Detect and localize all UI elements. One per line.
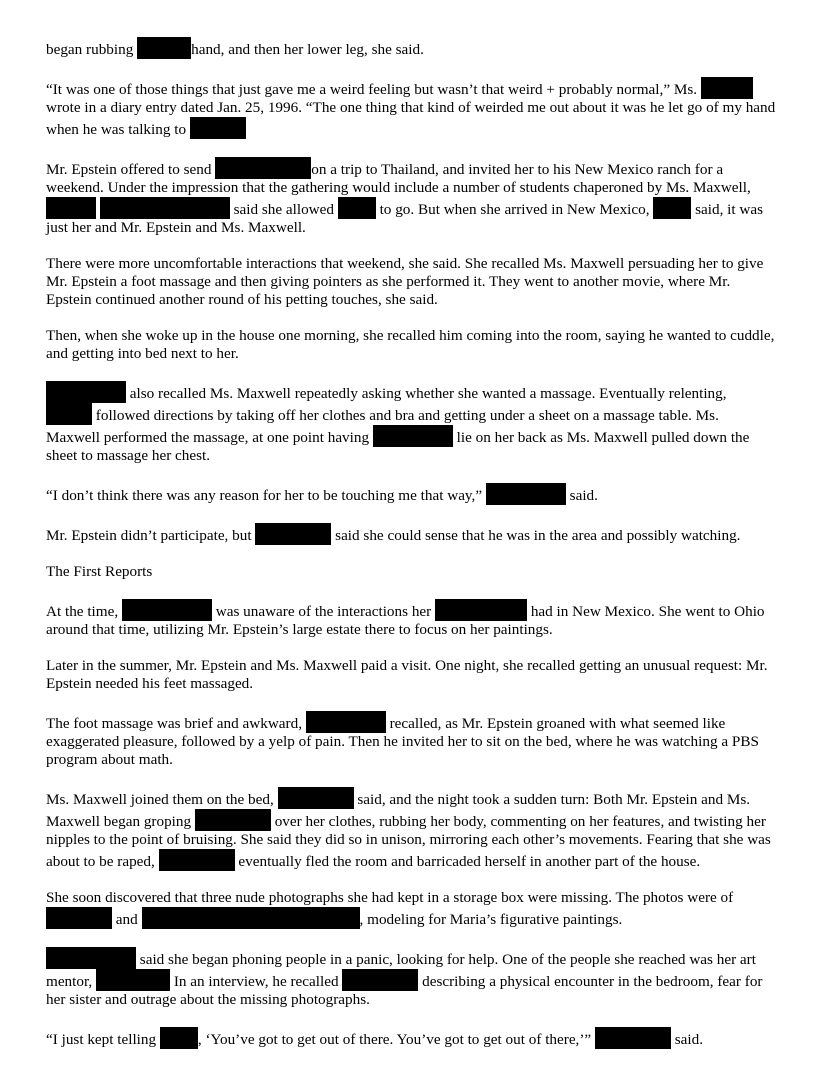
redaction-block	[278, 787, 354, 809]
section-heading	[46, 563, 776, 581]
redaction-block	[46, 197, 96, 219]
text-segment: , modeling for Maria’s figurative paintings.	[359, 911, 623, 928]
text-segment: She soon discovered that three nude photographs she had kept in a storage box were missing. The photos were of	[46, 889, 734, 906]
text-segment: The First Reports	[46, 563, 153, 580]
text-segment: said she began phoning people in a panic, looking for help. One of the people she reached was her art mentor,	[46, 951, 756, 990]
text-segment: In an interview, he recalled	[170, 973, 343, 990]
redaction-block	[190, 117, 246, 139]
redaction-block	[159, 849, 235, 871]
redaction-block	[160, 1027, 198, 1049]
text-segment: , ‘You’ve got to get out of there. You’ve got to get out of there,’”	[197, 1031, 595, 1048]
text-segment: recalled, as Mr. Epstein groaned with what seemed like exaggerated pleasure, followed by a yelp of pain. Then he invited her to sit on the bed, where he was watching a PBS program about math.	[46, 715, 759, 768]
redaction-block	[255, 523, 331, 545]
redaction-block	[46, 403, 92, 425]
text-segment: hand, and then her lower leg, she said.	[191, 41, 424, 58]
redaction-block	[137, 37, 191, 59]
text-segment: to go. But when she arrived in New Mexico,	[375, 201, 654, 218]
text-segment: The foot massage was brief and awkward,	[46, 715, 306, 732]
text-segment: was unaware of the interactions her	[211, 603, 436, 620]
text-segment: wrote in a diary entry dated Jan. 25, 1996. “The one thing that kind of weirded me out about it was he let go of my hand when he was talking to	[46, 99, 776, 138]
text-segment: At the time,	[46, 603, 122, 620]
document-page	[46, 37, 776, 1067]
text-segment: “I just kept telling	[46, 1031, 160, 1048]
text-segment: Mr. Epstein didn’t participate, but	[46, 527, 256, 544]
paragraph	[46, 599, 776, 639]
redaction-block	[195, 809, 271, 831]
text-segment: said.	[670, 1031, 704, 1048]
redaction-block	[701, 77, 753, 99]
redaction-block	[342, 969, 418, 991]
redaction-block	[595, 1027, 671, 1049]
redaction-block	[215, 157, 311, 179]
paragraph	[46, 523, 776, 545]
text-segment: Mr. Epstein offered to send	[46, 161, 216, 178]
paragraph	[46, 483, 776, 505]
redaction-block	[122, 599, 212, 621]
paragraph	[46, 787, 776, 871]
paragraph	[46, 657, 776, 693]
redaction-block	[373, 425, 453, 447]
text-segment: said, it was just her and Mr. Epstein and Ms. Maxwell.	[46, 201, 764, 236]
text-segment: describing a physical encounter in the bedroom, fear for her sister and outrage about the missing photographs.	[46, 973, 763, 1008]
redaction-block	[338, 197, 376, 219]
paragraph	[46, 381, 776, 465]
paragraph	[46, 1027, 776, 1049]
text-segment: over her clothes, rubbing her body, commenting on her features, and twisting her nipples to the point of bruising. She said they did so in unison, mirroring each other’s movements. Fearing that she was about to be raped,	[46, 813, 771, 870]
text-segment: eventually fled the room and barricaded herself in another part of the house.	[234, 853, 701, 870]
text-segment: said she could sense that he was in the area and possibly watching.	[331, 527, 741, 544]
redaction-block	[306, 711, 386, 733]
paragraph	[46, 255, 776, 309]
redaction-block	[96, 969, 170, 991]
text-segment: “I don’t think there was any reason for her to be touching me that way,”	[46, 487, 486, 504]
text-segment: lie on her back as Ms. Maxwell pulled down the sheet to massage her chest.	[46, 429, 750, 464]
text-segment: on a trip to Thailand, and invited her to his New Mexico ranch for a weekend. Under the impression that the gathering would include a number of students chaperoned by Ms. Maxwell,	[46, 161, 751, 196]
redaction-block	[46, 907, 112, 929]
redaction-block	[46, 947, 136, 969]
text-segment: also recalled Ms. Maxwell repeatedly asking whether she wanted a massage. Eventually relenting,	[126, 385, 727, 402]
paragraph	[46, 327, 776, 363]
text-segment: There were more uncomfortable interactions that weekend, she said. She recalled Ms. Maxwell persuading her to give Mr. Epstein a foot massage and then giving pointers as she performed it. They went to another movie, where Mr. Epstein continued another round of his petting touches, she said.	[46, 255, 764, 308]
redaction-block	[100, 197, 230, 219]
paragraph	[46, 947, 776, 1009]
paragraph	[46, 37, 776, 59]
redaction-block	[142, 907, 360, 929]
text-segment: said she allowed	[229, 201, 338, 218]
redaction-block	[653, 197, 691, 219]
text-segment: Ms. Maxwell joined them on the bed,	[46, 791, 278, 808]
paragraph	[46, 157, 776, 237]
paragraph	[46, 889, 776, 929]
text-segment: said.	[565, 487, 598, 504]
text-segment: “It was one of those things that just gave me a weird feeling but wasn’t that weird + probably normal,” Ms.	[46, 81, 701, 98]
text-segment: had in New Mexico. She went to Ohio around that time, utilizing Mr. Epstein’s large estate there to focus on her paintings.	[46, 603, 765, 638]
text-segment: Then, when she woke up in the house one morning, she recalled him coming into the room, saying he wanted to cuddle, and getting into bed next to her.	[46, 327, 775, 362]
text-segment: and	[112, 911, 142, 928]
redaction-block	[435, 599, 527, 621]
text-segment: began rubbing	[46, 41, 138, 58]
paragraph	[46, 77, 776, 139]
text-segment: followed directions by taking off her clothes and bra and getting under a sheet on a massage table. Ms. Maxwell performed the massage, at one point having	[46, 407, 719, 446]
redaction-block	[46, 381, 126, 403]
text-segment: said, and the night took a sudden turn: Both Mr. Epstein and Ms. Maxwell began groping	[46, 791, 751, 830]
paragraph	[46, 711, 776, 769]
redaction-block	[486, 483, 566, 505]
text-segment: Later in the summer, Mr. Epstein and Ms. Maxwell paid a visit. One night, she recalled getting an unusual request: Mr. Epstein needed his feet massaged.	[46, 657, 768, 692]
